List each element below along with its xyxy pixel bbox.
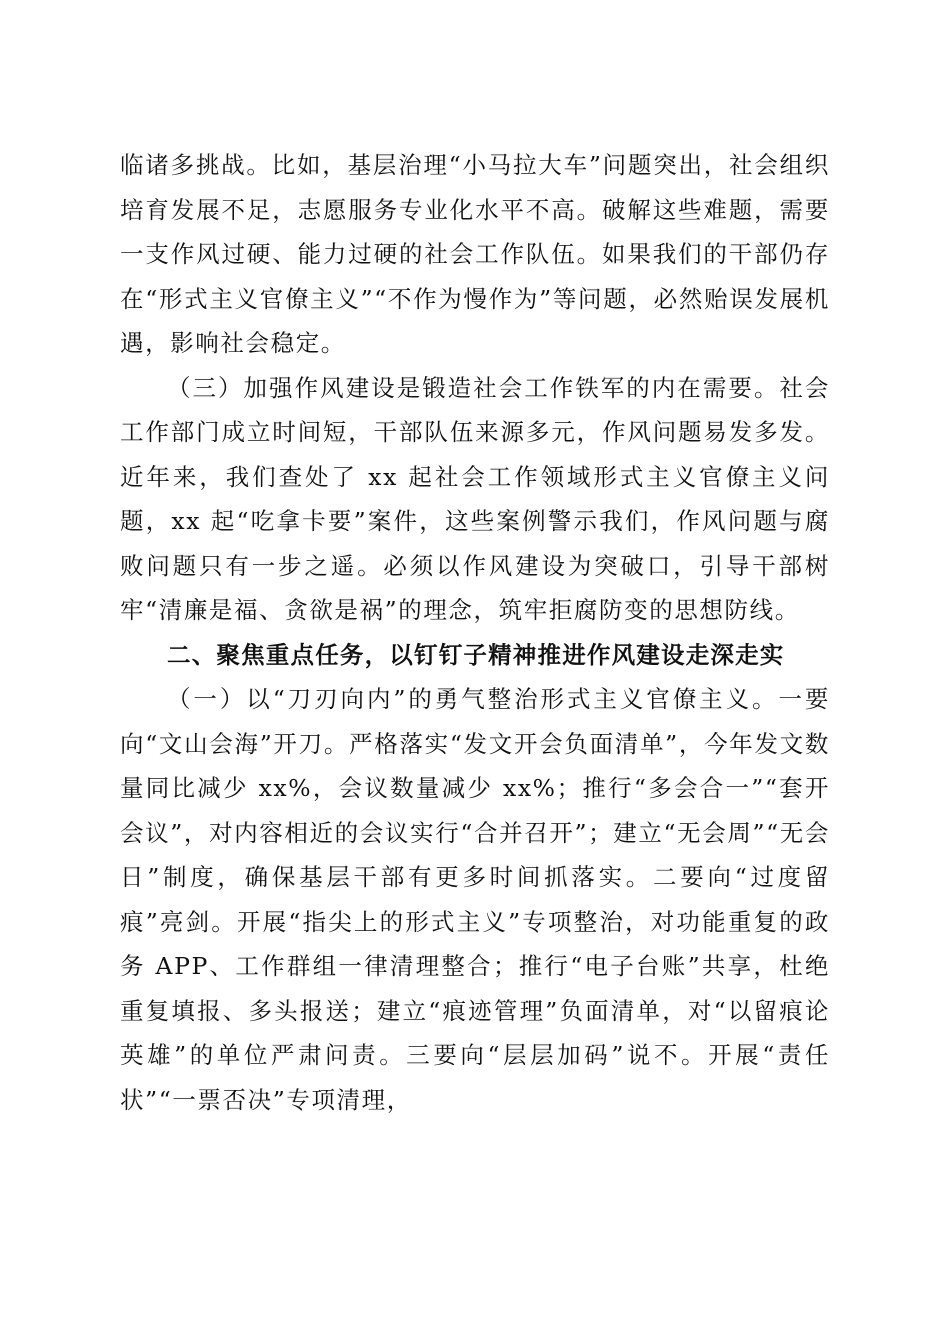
document-body — [120, 143, 830, 1122]
body-paragraph-continued: 临诸多挑战。比如，基层治理“小马拉大车”问题突出，社会组织培育发展不足，志愿服务专业化水平不高。破解这些难题，需要一支作风过硬、能力过硬的社会工作队伍。如果我们的干部仍存在“形式主义官僚主义”“不作为慢作为”等问题，必然贻误发展机遇，影响社会稳定。 — [120, 151, 830, 357]
body-paragraph-section-three: （三）加强作风建设是锻造社会工作铁军的内在需要。社会工作部门成立时间短，干部队伍来源多元，作风问题易发多发。近年来，我们查处了 xx 起社会工作领域形式主义官僚主义问题，xx 起“吃拿卡要”案件，这些案例警示我们，作风问题与腐败问题只有一步之遥。必须以作风建设为突破口，引导干部树牢“清廉是福、贪欲是祸”的理念，筑牢拒腐防变的思想防线。 — [120, 373, 830, 624]
section-heading-two: 二、聚焦重点任务，以钉钉子精神推进作风建设走深走实 — [167, 640, 785, 669]
body-paragraph-subsection-one: （一）以“刀刃向内”的勇气整治形式主义官僚主义。一要向“文山会海”开刀。严格落实“发文开会负面清单”，今年发文数量同比减少 xx%，会议数量减少 xx%；推行“多会合一”“套开会议”，对内容相近的会议实行“合并召开”；建立“无会周”“无会日”制度，确保基层干部有更多时间抓落实。二要向“过度留痕”亮剑。开展“指尖上的形式主义”专项整治，对功能重复的政务 APP、工作群组一律清理整合；推行“电子台账”共享，杜绝重复填报、多头报送；建立“痕迹管理”负面清单，对“以留痕论英雄”的单位严肃问责。三要向“层层加码”说不。开展“责任状”“一票否决”专项清理， — [120, 685, 830, 1114]
